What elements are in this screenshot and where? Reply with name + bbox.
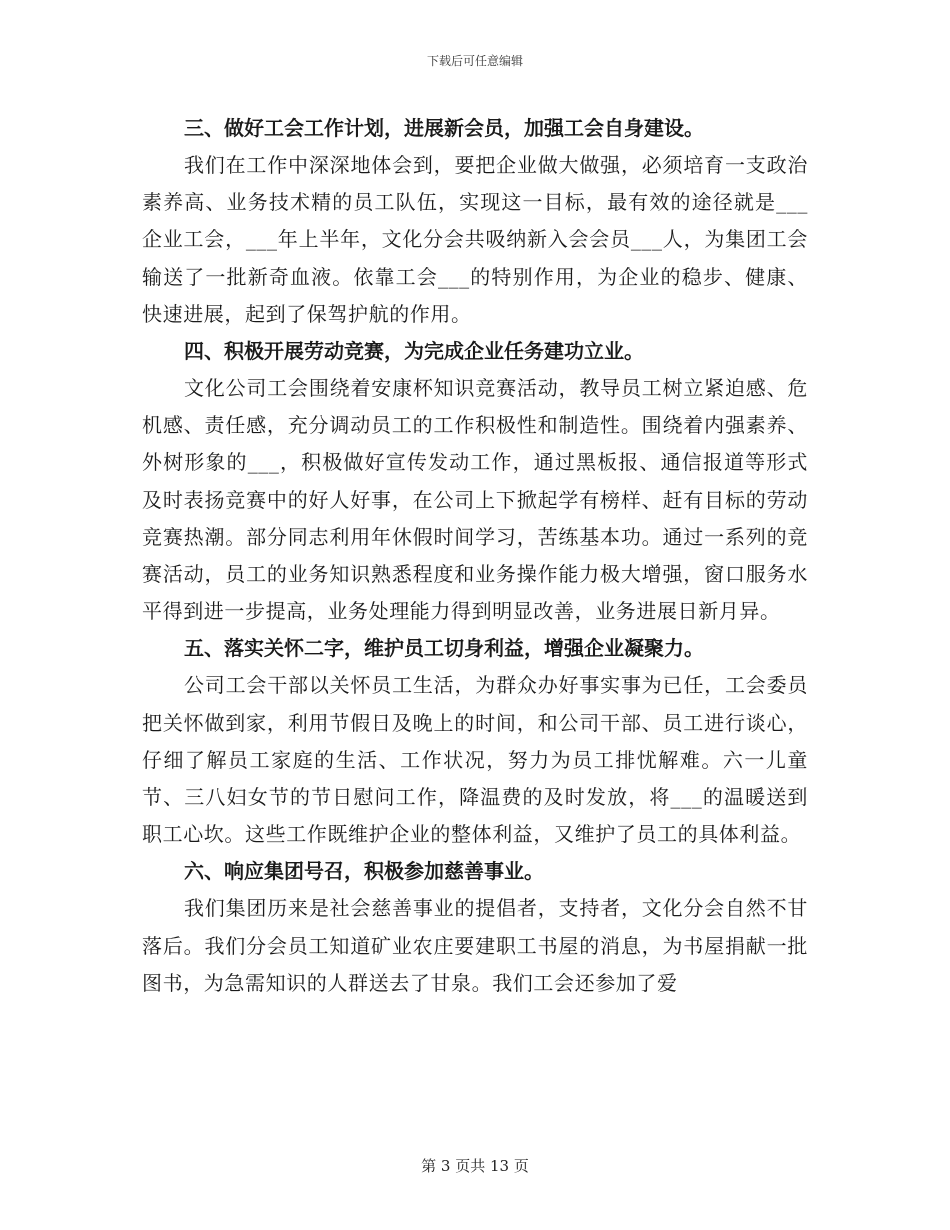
page-number: 第 3 页共 13 页 xyxy=(421,1157,529,1175)
section-paragraph-6: 我们集团历来是社会慈善事业的提倡者，支持者，文化分会自然不甘落后。我们分会员工知道矿业农庄要建职工书屋的消息，为书屋捐献一批图书，为急需知识的人群送去了甘泉。我们工会还参加了爱 xyxy=(142,896,808,995)
document-body xyxy=(142,110,808,1002)
page-header-note: 下载后可任意编辑 xyxy=(426,54,523,68)
section-heading-6: 六、响应集团号召，积极参加慈善事业。 xyxy=(184,859,544,884)
section-heading-3: 三、做好工会工作计划，进展新会员，加强工会自身建设。 xyxy=(184,116,704,140)
section-paragraph-4: 文化公司工会围绕着安康杯知识竞赛活动，教导员工树立紧迫感、危机感、责任感，充分调动员工的工作积极性和制造性。围绕着内强素养、外树形象的___，积极做好宣传发动工作，通过黑板报、通信报道等形式及时表扬竞赛中的好人好事，在公司上下掀起学有榜样、赶有目标的劳动竞赛热潮。部分同志利用年休假时间学习，苦练基本功。通过一系列的竞赛活动，员工的业务知识熟悉程度和业务操作能力极大增强，窗口服务水平得到进一步提高，业务处理能力得到明显改善，业务进展日新月异。 xyxy=(142,376,808,624)
section-paragraph-5: 公司工会干部以关怀员工生活，为群众办好事实事为已任，工会委员把关怀做到家，利用节假日及晚上的时间，和公司干部、员工进行谈心，仔细了解员工家庭的生活、工作状况，努力为员工排忧解难。六一儿童节、三八妇女节的节日慰问工作，降温费的及时发放，将___的温暖送到职工心坎。这些工作既维护企业的整体利益，又维护了员工的具体利益。 xyxy=(142,673,808,847)
section-heading-4: 四、积极开展劳动竞赛，为完成企业任务建功立业。 xyxy=(184,339,644,364)
section-paragraph-3: 我们在工作中深深地体会到，要把企业做大做强，必须培育一支政治素养高、业务技术精的员工队伍，实现这一目标，最有效的途径就是___企业工会，___年上半年，文化分会共吸纳新入会会员___人，为集团工会输送了一批新奇血液。依靠工会___的特别作用，为企业的稳步、健康、快速进展，起到了保驾护航的作用。 xyxy=(142,153,808,326)
section-heading-5: 五、落实关怀二字，维护员工切身利益，增强企业凝聚力。 xyxy=(184,636,704,661)
